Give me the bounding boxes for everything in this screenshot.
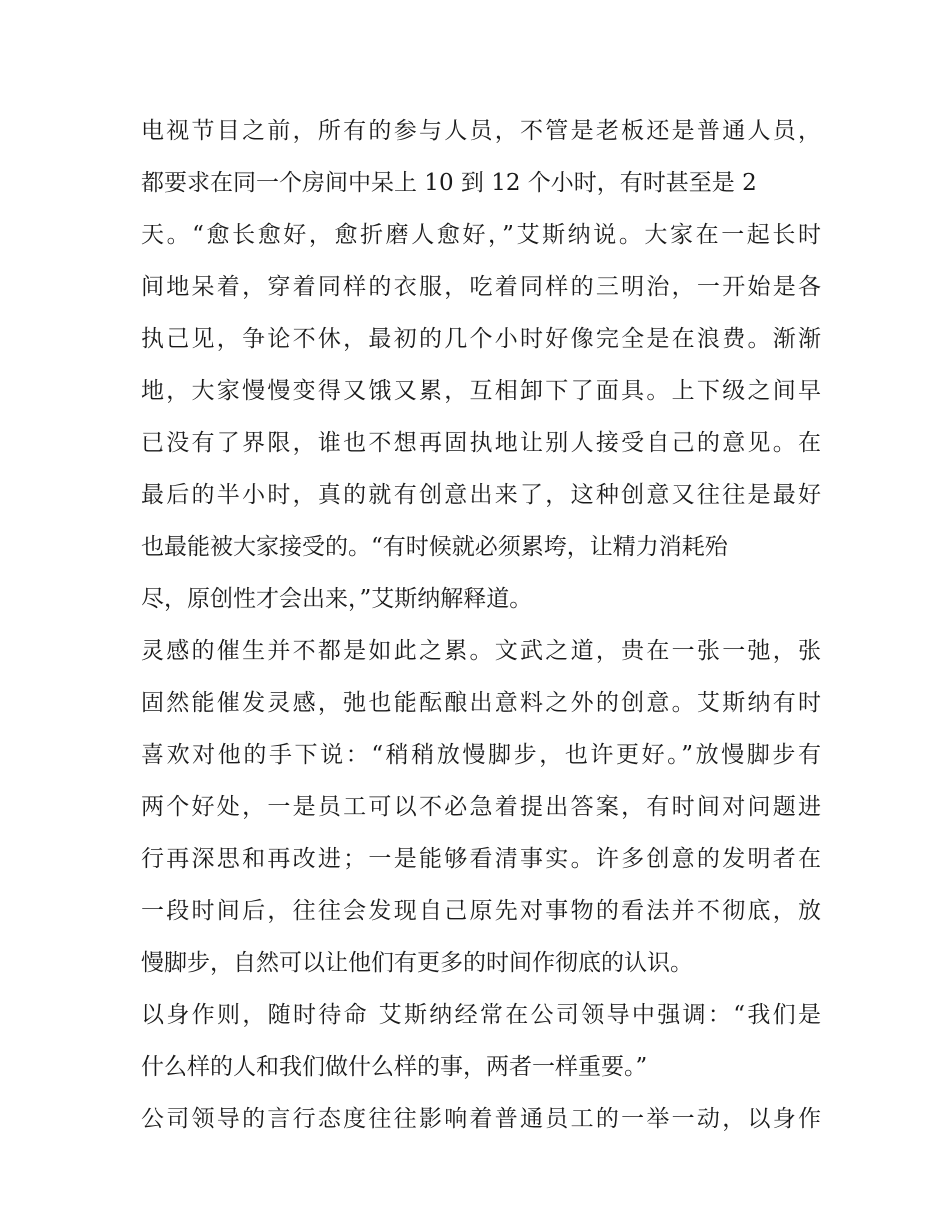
text-line: 以身作则，随时待命 艾斯纳经常在公司领导中强调：“我们是 [141,1002,821,1028]
text-line: 两个好处，一是员工可以不必急着提出答案，有时间对问题进 [141,794,821,820]
text-line: 也最能被大家接受的。“有时候就必须累垮，让精力消耗殆 [141,534,728,560]
text-line: 执己见，争论不休，最初的几个小时好像完全是在浪费。渐渐 [141,326,821,352]
text-line: 天。“愈长愈好，愈折磨人愈好，”艾斯纳说。大家在一起长时 [141,222,821,248]
text-line: 行再深思和再改进；一是能够看清事实。许多创意的发明者在 [141,846,821,872]
text-line: 间地呆着，穿着同样的衣服，吃着同样的三明治，一开始是各 [141,274,821,300]
text-line: 一段时间后，往往会发现自己原先对事物的看法并不彻底，放 [141,898,821,924]
text-line: 最后的半小时，真的就有创意出来了，这种创意又往往是最好 [141,482,821,508]
text-line: 尽，原创性才会出来，”艾斯纳解释道。 [141,586,533,612]
text-line: 固然能催发灵感，弛也能酝酿出意料之外的创意。艾斯纳有时 [141,690,821,716]
text-line: 公司领导的言行态度往往影响着普通员工的一举一动，以身作 [141,1106,821,1132]
text-line: 已没有了界限，谁也不想再固执地让别人接受自己的意见。在 [141,430,821,456]
text-line: 灵感的催生并不都是如此之累。文武之道，贵在一张一弛，张 [141,638,821,664]
text-line: 电视节目之前，所有的参与人员，不管是老板还是普通人员， [141,118,821,144]
body-text [141,105,821,1145]
text-line: 喜欢对他的手下说：“稍稍放慢脚步，也许更好。”放慢脚步有 [141,742,821,768]
text-line: 都要求在同一个房间中呆上 10 到 12 个小时，有时甚至是 2 [141,170,757,196]
text-line: 什么样的人和我们做什么样的事，两者一样重要。” [141,1054,648,1080]
text-line: 地，大家慢慢变得又饿又累，互相卸下了面具。上下级之间早 [141,378,821,404]
text-line: 慢脚步，自然可以让他们有更多的时间作彻底的认识。 [141,950,693,976]
